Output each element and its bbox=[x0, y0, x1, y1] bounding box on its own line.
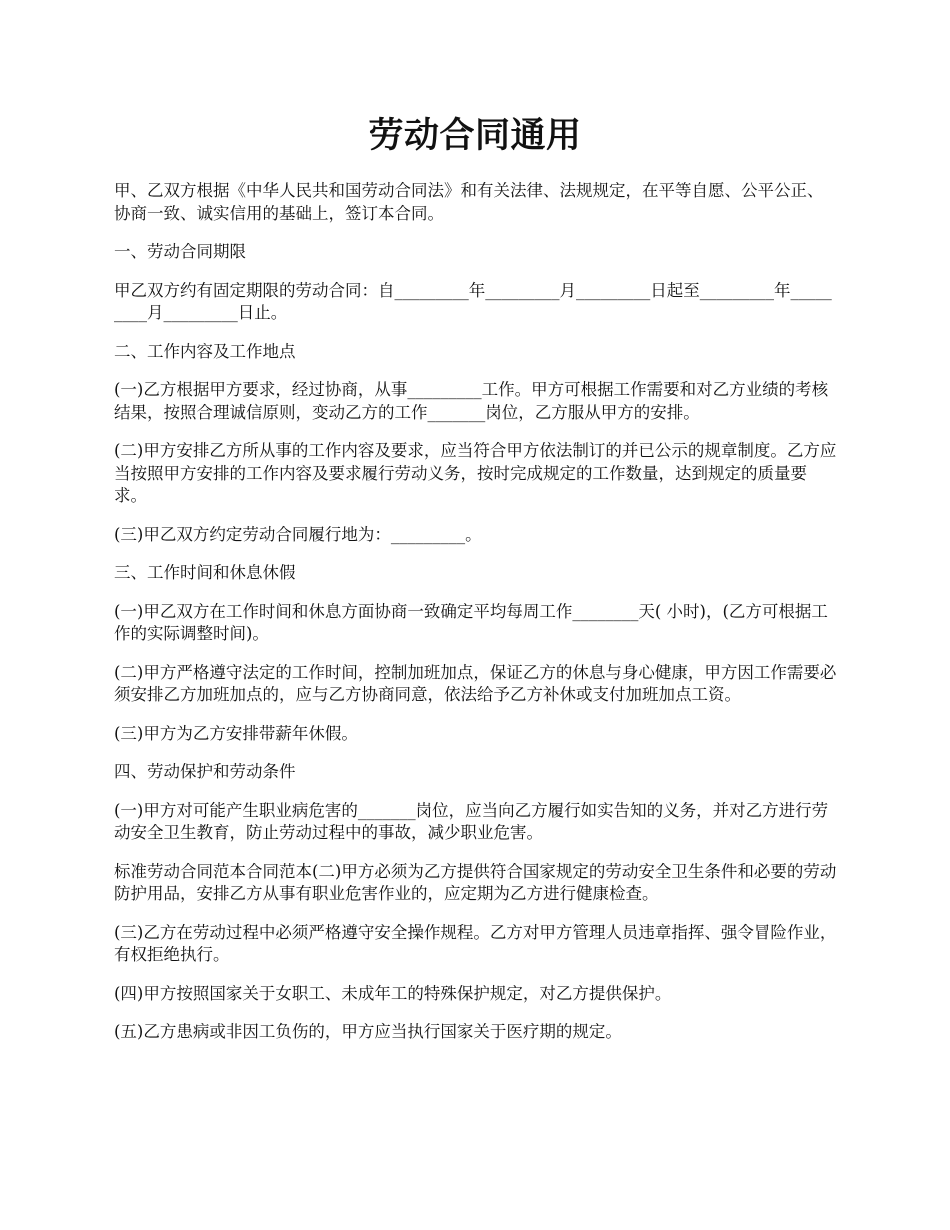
labor-protection-clause-2: 标准劳动合同范本合同范本(二)甲方必须为乙方提供符合国家规定的劳动安全卫生条件和必要的劳动防护用品，安排乙方从事有职业危害作业的，应定期为乙方进行健康检查。 bbox=[114, 861, 837, 903]
contract-term-paragraph: 甲乙双方约有固定期限的劳动合同：自_________年_________月_________日起至_________年_________月_________日止。 bbox=[114, 280, 832, 322]
section-heading-work-hours: 三、工作时间和休息休假 bbox=[114, 563, 296, 582]
work-content-clause-2: (二)甲方安排乙方所从事的工作内容及要求，应当符合甲方依法制订的并已公示的规章制度。乙方应当按照甲方安排的工作内容及要求履行劳动义务，按时完成规定的工作数量，达到规定的质量要求。 bbox=[114, 441, 837, 505]
work-hours-clause-1: (一)甲乙双方在工作时间和休息方面协商一致确定平均每周工作________天( 小时)，(乙方可根据工作的实际调整时间)。 bbox=[114, 601, 828, 643]
section-heading-work-content: 二、工作内容及工作地点 bbox=[114, 341, 296, 361]
labor-protection-clause-5: (五)乙方患病或非因工负伤的，甲方应当执行国家关于医疗期的规定。 bbox=[114, 1022, 622, 1041]
work-content-clause-3: (三)甲乙双方约定劳动合同履行地为：_________。 bbox=[114, 524, 482, 544]
document-title: 劳动合同通用 bbox=[368, 115, 582, 156]
labor-protection-clause-3: (三)乙方在劳动过程中必须严格遵守安全操作规程。乙方对甲方管理人员违章指挥、强令冒险作业，有权拒绝执行。 bbox=[114, 922, 837, 964]
labor-protection-clause-4: (四)甲方按照国家关于女职工、未成年工的特殊保护规定，对乙方提供保护。 bbox=[114, 983, 672, 1003]
work-content-clause-1: (一)乙方根据甲方要求，经过协商，从事_________工作。甲方可根据工作需要和对乙方业绩的考核结果，按照合理诚信原则，变动乙方的工作_______岗位，乙方服从甲方的安排。 bbox=[114, 380, 829, 422]
intro-paragraph: 甲、乙双方根据《中华人民共和国劳动合同法》和有关法律、法规规定，在平等自愿、公平公正、协商一致、诚实信用的基础上，签订本合同。 bbox=[114, 181, 824, 223]
section-heading-labor-protection: 四、劳动保护和劳动条件 bbox=[114, 762, 296, 781]
document-body bbox=[114, 180, 838, 1060]
work-hours-clause-3: (三)甲方为乙方安排带薪年休假。 bbox=[114, 723, 358, 743]
work-hours-clause-2: (二)甲方严格遵守法定的工作时间，控制加班加点，保证乙方的休息与身心健康，甲方因工作需要必须安排乙方加班加点的，应与乙方协商同意，依法给予乙方补休或支付加班加点工资。 bbox=[114, 662, 837, 704]
section-heading-contract-term: 一、劳动合同期限 bbox=[114, 242, 246, 261]
labor-protection-clause-1: (一)甲方对可能产生职业病危害的_______岗位，应当向乙方履行如实告知的义务，并对乙方进行劳动安全卫生教育，防止劳动过程中的事故，减少职业危害。 bbox=[114, 800, 829, 842]
